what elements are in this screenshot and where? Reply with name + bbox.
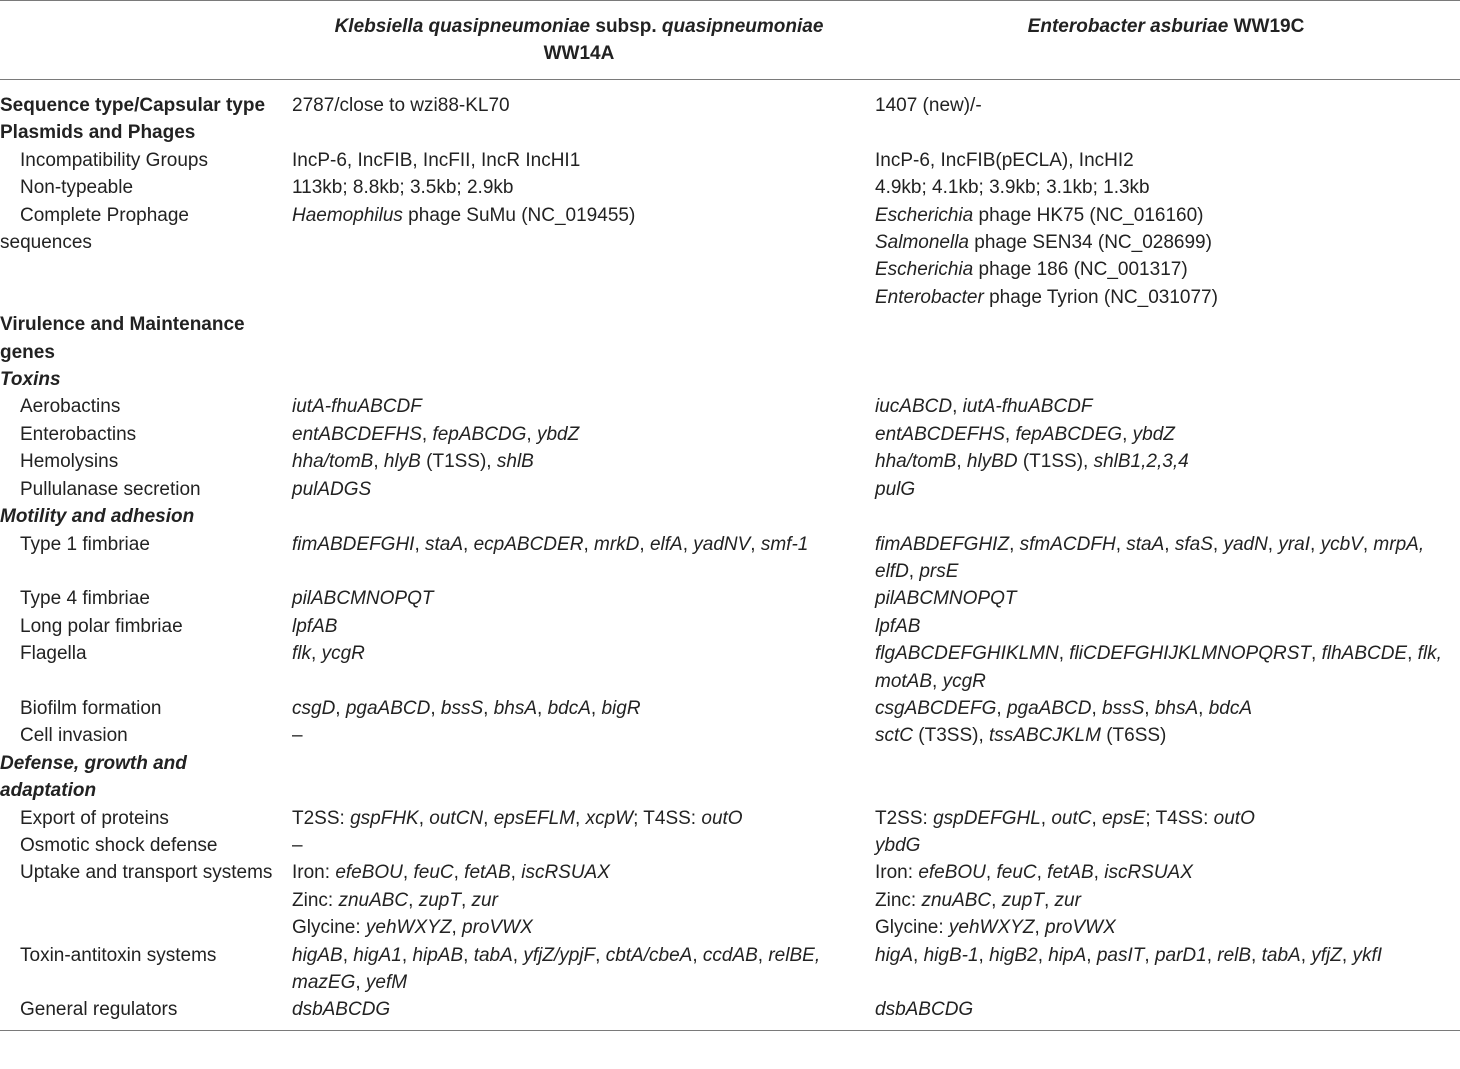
row-label-biofilm: Biofilm formation xyxy=(20,697,162,719)
table-row xyxy=(0,750,1460,805)
gene-name: pgaABCD xyxy=(1006,697,1092,719)
table-row xyxy=(0,80,1460,120)
table-row xyxy=(0,585,1460,612)
cell-e-long-polar-fimbriae: lpfAB xyxy=(875,615,921,637)
cell-e-non-typeable: 4.9kb; 4.1kb; 3.9kb; 3.1kb; 1.3kb xyxy=(875,177,1150,199)
gene-name: ycbV xyxy=(1320,533,1363,555)
gene-name: sfmACDFH xyxy=(1019,533,1116,555)
table-row xyxy=(0,722,1460,749)
gene-name: relBE, xyxy=(768,944,821,966)
cell-e-flagella: flgABCDEFGHIKLMN, fliCDEFGHIJKLMNOPQRST, flhABCDE, flk, motAB, ycgR xyxy=(875,643,1442,692)
cell-e-toxin-antitoxin: higA, higB-1, higB2, hipA, pasIT, parD1, relB, tabA, yfjZ, ykfI xyxy=(875,944,1382,966)
cell-e-prophage xyxy=(872,202,1460,312)
row-label-hemolysins: Hemolysins xyxy=(20,451,119,473)
header-klebsiella-species: Klebsiella quasipneumoniae xyxy=(334,16,591,37)
gene-name: higAB xyxy=(292,944,343,966)
gene-name: bdcA xyxy=(547,697,591,719)
gene-name: fliCDEFGHIJKLMNOPQRST xyxy=(1069,643,1312,665)
gene-name: tabA xyxy=(1261,944,1301,966)
table-row xyxy=(0,805,1460,832)
cell-k-osmotic-shock: – xyxy=(292,834,303,856)
gene-name: motAB xyxy=(875,670,933,692)
row-label-sequence-type: Sequence type/Capsular type xyxy=(0,95,266,116)
table-row xyxy=(0,174,1460,201)
row-label-cell-invasion: Cell invasion xyxy=(20,725,128,747)
table-row xyxy=(0,119,1460,146)
gene-name: ycgR xyxy=(321,643,365,665)
gene-name: flk xyxy=(292,643,311,665)
list-item: Escherichia phage HK75 (NC_016160) xyxy=(875,204,1204,226)
cell-e-incompatibility: IncP-6, IncFIB(pECLA), IncHI2 xyxy=(875,149,1134,171)
cell-k-incompatibility: IncP-6, IncFIB, IncFII, IncR IncHI1 xyxy=(292,149,581,171)
cell-k-uptake-transport: Iron: efeBOU, feuC, fetAB, iscRSUAX Zinc: znuABC, zupT, zur Glycine: yehWXYZ, proVWX xyxy=(292,862,610,939)
gene-name: higA xyxy=(875,944,914,966)
gene-name: yfjZ xyxy=(1311,944,1342,966)
gene-name: smf-1 xyxy=(760,533,809,555)
table-row xyxy=(0,531,1460,586)
cell-e-cell-invasion: sctC (T3SS), tssABCJKLM (T6SS) xyxy=(875,725,1167,747)
gene-name: bdcA xyxy=(1208,697,1253,719)
gene-name: ykfI xyxy=(1352,944,1382,966)
section-plasmids-phages: Plasmids and Phages xyxy=(0,122,196,144)
gene-name: staA xyxy=(1126,533,1165,555)
row-label-export-proteins: Export of proteins xyxy=(20,807,169,829)
gene-name: yefM xyxy=(365,972,408,993)
gene-name: hipAB xyxy=(412,944,464,966)
cell-k-enterobactins: entABCDEFHS, fepABCDG, ybdZ xyxy=(292,423,580,445)
gene-name: iscRSUAX xyxy=(521,862,610,884)
gene-name: yfjZ/ypjF xyxy=(523,944,596,966)
table-row xyxy=(0,640,1460,695)
gene-name: entABCDEFHS xyxy=(292,423,422,445)
gene-name: yraI xyxy=(1278,533,1311,555)
cell-e-aerobactins: iucABCD, iutA-fhuABCDF xyxy=(875,396,1093,418)
gene-name: higB2 xyxy=(989,944,1038,966)
gene-name: proVWX xyxy=(462,917,533,939)
gene-name: yehWXYZ xyxy=(948,917,1035,939)
list-item: Enterobacter phage Tyrion (NC_031077) xyxy=(875,286,1218,308)
header-col-enterobacter xyxy=(872,1,1460,80)
list-item: Salmonella phage SEN34 (NC_028699) xyxy=(875,232,1212,254)
gene-name: elfA xyxy=(649,533,683,555)
cell-k-prophage: Haemophilus phage SuMu (NC_019455) xyxy=(292,204,636,226)
gene-name: tabA xyxy=(473,944,513,966)
cell-k-type1-fimbriae: fimABDEFGHI, staA, ecpABCDER, mrkD, elfA, yadNV, smf-1 xyxy=(292,533,809,555)
cell-e-type4-fimbriae: pilABCMNOPQT xyxy=(875,588,1017,610)
cell-e-pullulanase: pulG xyxy=(875,478,916,500)
table-row xyxy=(0,147,1460,174)
gene-name: bhsA xyxy=(1154,697,1199,719)
gene-name: fetAB xyxy=(1047,862,1094,884)
row-label-type1-fimbriae: Type 1 fimbriae xyxy=(20,533,150,555)
section-virulence: Virulence and Maintenance genes xyxy=(0,314,245,363)
gene-name: bssS xyxy=(1102,697,1145,719)
gene-name: yadNV xyxy=(693,533,751,555)
table-row xyxy=(0,695,1460,722)
gene-name: yadN xyxy=(1223,533,1268,555)
gene-name: fepABCDEG xyxy=(1015,423,1123,445)
table-row xyxy=(0,996,1460,1030)
gene-name: mrkD xyxy=(594,533,640,555)
gene-name: higB-1 xyxy=(923,944,979,966)
gene-name: feuC xyxy=(996,862,1037,884)
gene-name: flhABCDE xyxy=(1321,643,1408,665)
subsection-toxins: Toxins xyxy=(0,369,61,391)
table-row xyxy=(0,476,1460,503)
gene-name: fimABDEFGHI xyxy=(292,533,415,555)
subsection-motility: Motility and adhesion xyxy=(0,506,195,528)
table-row xyxy=(0,448,1460,475)
gene-name: znuABC xyxy=(338,889,409,911)
cell-e-export-proteins: T2SS: gspDEFGHL, outC, epsE; T4SS: outO xyxy=(875,807,1255,829)
cell-k-type4-fimbriae: pilABCMNOPQT xyxy=(292,588,434,610)
gene-name: zur xyxy=(1054,889,1081,911)
cell-k-non-typeable: 113kb; 8.8kb; 3.5kb; 2.9kb xyxy=(292,177,514,199)
row-label-type4-fimbriae: Type 4 fimbriae xyxy=(20,588,150,610)
table-row xyxy=(0,832,1460,859)
cell-e-sequence-type: 1407 (new)/- xyxy=(875,95,982,116)
cell-k-flagella: flk, ycgR xyxy=(292,643,365,665)
cell-e-uptake-transport: Iron: efeBOU, feuC, fetAB, iscRSUAX Zinc: znuABC, zupT, zur Glycine: yehWXYZ, proVWX xyxy=(875,862,1193,939)
cell-e-biofilm: csgABCDEFG, pgaABCD, bssS, bhsA, bdcA xyxy=(875,697,1253,719)
gene-name: ybdZ xyxy=(1132,423,1175,445)
gene-name: zupT xyxy=(418,889,461,911)
cell-k-hemolysins: hha/tomB, hlyB (T1SS), shlB xyxy=(292,451,534,473)
gene-name: bhsA xyxy=(493,697,538,719)
header-klebsiella-strain: WW14A xyxy=(543,43,615,64)
gene-name: relB xyxy=(1217,944,1252,966)
header-col-feature xyxy=(0,1,286,80)
table-row xyxy=(0,613,1460,640)
gene-name: fetAB xyxy=(464,862,511,884)
gene-name: flk, xyxy=(1417,643,1442,665)
row-label-osmotic-shock: Osmotic shock defense xyxy=(20,834,218,856)
row-label-general-regulators: General regulators xyxy=(0,996,286,1030)
gene-name: csgD xyxy=(292,697,336,719)
gene-name: znuABC xyxy=(921,889,992,911)
gene-name: bssS xyxy=(440,697,484,719)
cell-k-export-proteins: T2SS: gspFHK, outCN, epsEFLM, xcpW; T4SS: outO xyxy=(292,807,743,829)
gene-name: pasIT xyxy=(1096,944,1145,966)
row-label-aerobactins: Aerobactins xyxy=(20,396,121,418)
subsection-defense: Defense, growth and adaptation xyxy=(0,752,187,802)
gene-name: sfaS xyxy=(1174,533,1213,555)
gene-name: hipA xyxy=(1048,944,1087,966)
gene-name: staA xyxy=(425,533,464,555)
gene-name: cbtA/cbeA xyxy=(605,944,693,966)
gene-name: fepABCDG xyxy=(432,423,527,445)
row-label-pullulanase: Pullulanase secretion xyxy=(20,478,201,500)
gene-name: pgaABCD xyxy=(345,697,431,719)
gene-name: feuC xyxy=(413,862,454,884)
gene-name: ycgR xyxy=(942,670,986,692)
gene-name: efeBOU xyxy=(918,862,986,884)
table-row xyxy=(0,859,1460,941)
cell-k-sequence-type: 2787/close to wzi88-KL70 xyxy=(292,95,510,116)
gene-name: ccdAB xyxy=(702,944,758,966)
row-label-long-polar-fimbriae: Long polar fimbriae xyxy=(20,615,183,637)
gene-name: flgABCDEFGHIKLMN xyxy=(875,643,1059,665)
cell-e-enterobactins: entABCDEFHS, fepABCDEG, ybdZ xyxy=(875,423,1175,445)
row-label-toxin-antitoxin: Toxin-antitoxin systems xyxy=(20,944,217,966)
row-label-enterobactins: Enterobactins xyxy=(20,423,137,445)
header-klebsiella-subsp: subsp. xyxy=(590,16,662,37)
gene-name: bigR xyxy=(601,697,641,719)
gene-name: parD1 xyxy=(1154,944,1207,966)
gene-name: entABCDEFHS xyxy=(875,423,1005,445)
cell-k-biofilm: csgD, pgaABCD, bssS, bhsA, bdcA, bigR xyxy=(292,697,641,719)
cell-e-type1-fimbriae: fimABDEFGHIZ, sfmACDFH, staA, sfaS, yadN, yraI, ycbV, mrpA, elfD, prsE xyxy=(875,533,1425,582)
cell-e-osmotic-shock: ybdG xyxy=(875,834,921,856)
header-row xyxy=(0,1,1460,80)
table-row xyxy=(0,503,1460,530)
table-row xyxy=(0,421,1460,448)
list-item: Escherichia phage 186 (NC_001317) xyxy=(875,259,1188,281)
table-row xyxy=(0,202,1460,312)
table-row xyxy=(0,942,1460,997)
gene-name: elfD xyxy=(875,560,909,582)
cell-k-general-regulators: dsbABCDG xyxy=(286,996,872,1030)
gene-name: prsE xyxy=(919,560,959,582)
row-label-prophage: Complete Prophage sequences xyxy=(0,204,189,254)
table-row xyxy=(0,311,1460,366)
header-col-klebsiella xyxy=(286,1,872,80)
cell-k-toxin-antitoxin: higAB, higA1, hipAB, tabA, yfjZ/ypjF, cbtA/cbeA, ccdAB, relBE, mazEG, yefM xyxy=(292,944,821,993)
row-label-non-typeable: Non-typeable xyxy=(20,177,134,199)
gene-name: zupT xyxy=(1001,889,1044,911)
gene-name: proVWX xyxy=(1045,917,1116,939)
gene-name: zur xyxy=(471,889,498,911)
cell-e-hemolysins: hha/tomB, hlyBD (T1SS), shlB1,2,3,4 xyxy=(875,451,1189,473)
cell-k-cell-invasion: – xyxy=(292,725,303,747)
header-enterobacter-species: Enterobacter asburiae xyxy=(1027,16,1229,37)
gene-name: higA1 xyxy=(353,944,402,966)
table-row xyxy=(0,366,1460,393)
gene-name: efeBOU xyxy=(335,862,403,884)
gene-name: csgABCDEFG xyxy=(875,697,997,719)
cell-k-aerobactins: iutA-fhuABCDF xyxy=(292,396,422,418)
header-enterobacter-strain: WW19C xyxy=(1228,16,1305,37)
header-klebsiella-subspecies: quasipneumoniae xyxy=(661,16,824,37)
gene-name: yehWXYZ xyxy=(365,917,452,939)
gene-name: mrpA, xyxy=(1373,533,1425,555)
gene-name: iscRSUAX xyxy=(1104,862,1193,884)
gene-name: fimABDEFGHIZ xyxy=(875,533,1010,555)
gene-name: ecpABCDER xyxy=(473,533,584,555)
cell-k-long-polar-fimbriae: lpfAB xyxy=(292,615,338,637)
cell-e-general-regulators: dsbABCDG xyxy=(872,996,1460,1030)
row-label-incompatibility: Incompatibility Groups xyxy=(20,149,208,171)
table-row xyxy=(0,393,1460,420)
row-label-flagella: Flagella xyxy=(20,643,87,665)
cell-k-pullulanase: pulADGS xyxy=(292,478,372,500)
gene-name: mazEG xyxy=(292,972,356,993)
row-label-uptake-transport: Uptake and transport systems xyxy=(20,862,273,884)
gene-name: ybdZ xyxy=(536,423,580,445)
